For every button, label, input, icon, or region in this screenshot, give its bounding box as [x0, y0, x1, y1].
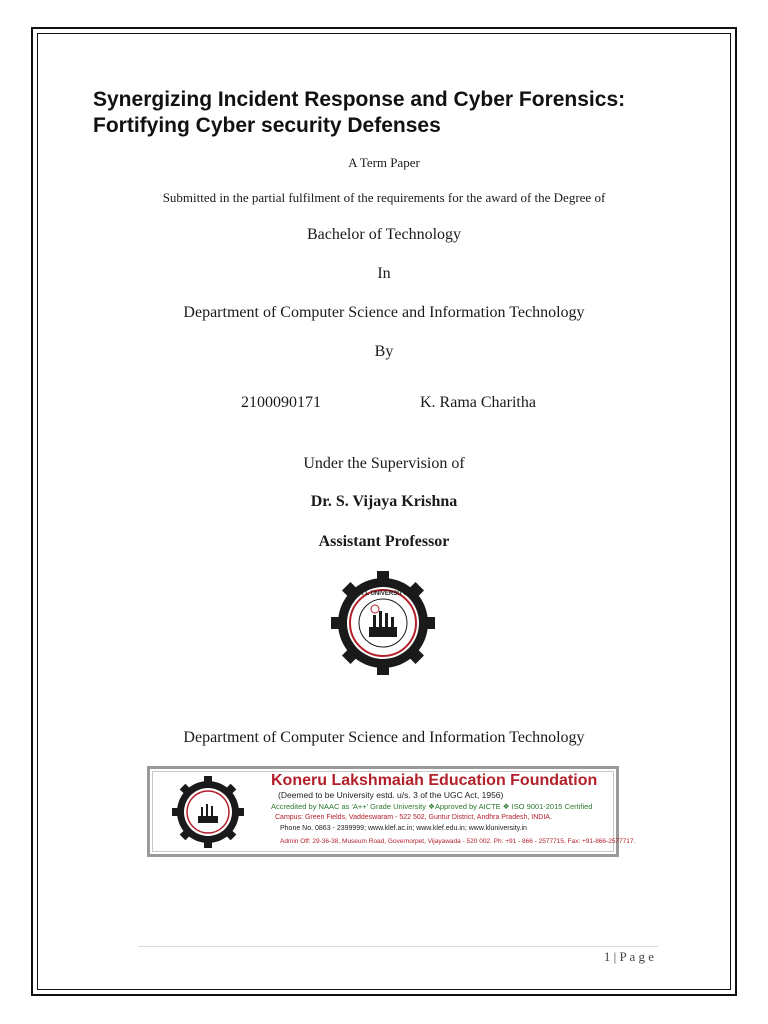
department-footer: Department of Computer Science and Information Technology — [183, 729, 585, 746]
banner-accreditation: Accredited by NAAC as 'A++' Grade University ❖Approved by AICTE ❖ ISO 9001-2015 Certified — [271, 802, 593, 811]
in-label: In — [377, 265, 391, 282]
paper-title-line1: Synergizing Incident Response and Cyber Forensics: — [93, 88, 626, 111]
doc-type: A Term Paper — [348, 155, 420, 170]
department-name: Department of Computer Science and Information Technology — [183, 304, 585, 321]
paper-title-line2: Fortifying Cyber security Defenses — [93, 114, 441, 137]
paper-title — [93, 87, 713, 139]
page-footer — [604, 949, 654, 965]
banner-phone: Phone No. 0863 - 2399999; www.klef.ac.in; www.klef.edu.in; www.kluniversity.in — [280, 825, 527, 832]
institution-banner — [147, 766, 636, 857]
banner-title: Koneru Lakshmaiah Education Foundation — [271, 772, 598, 789]
by-label: By — [374, 343, 394, 360]
banner-logo — [172, 776, 244, 848]
logo-text: K L UNIVERSITY — [359, 591, 407, 597]
supervisor-name: Dr. S. Vijaya Krishna — [310, 493, 458, 510]
supervisor-designation: Assistant Professor — [318, 533, 450, 550]
supervision-label: Under the Supervision of — [303, 455, 465, 472]
banner-admin: Admin Off: 29-36-38, Museum Road, Governorpet, Vijayawada - 520 002. Ph: +91 - 866 - 2577715, Fax: +91-866-2577717. — [280, 838, 636, 845]
submission-statement: Submitted in the partial fulfilment of the requirements for the award of the Degree of — [162, 190, 606, 205]
page-number: 1 — [603, 949, 611, 964]
banner-campus: Campus: Green Fields, Vaddeswaram - 522 502, Guntur District, Andhra Pradesh, INDIA. — [275, 814, 552, 821]
student-name: K. Rama Charitha — [420, 394, 536, 411]
student-id: 2100090171 — [241, 394, 321, 411]
page-label: | P a g e — [613, 949, 654, 964]
degree-name: Bachelor of Technology — [306, 226, 462, 243]
footer-rule — [138, 946, 658, 947]
banner-subtitle: (Deemed to be University estd. u/s. 3 of the UGC Act, 1956) — [278, 790, 504, 800]
kl-university-logo — [331, 571, 435, 675]
